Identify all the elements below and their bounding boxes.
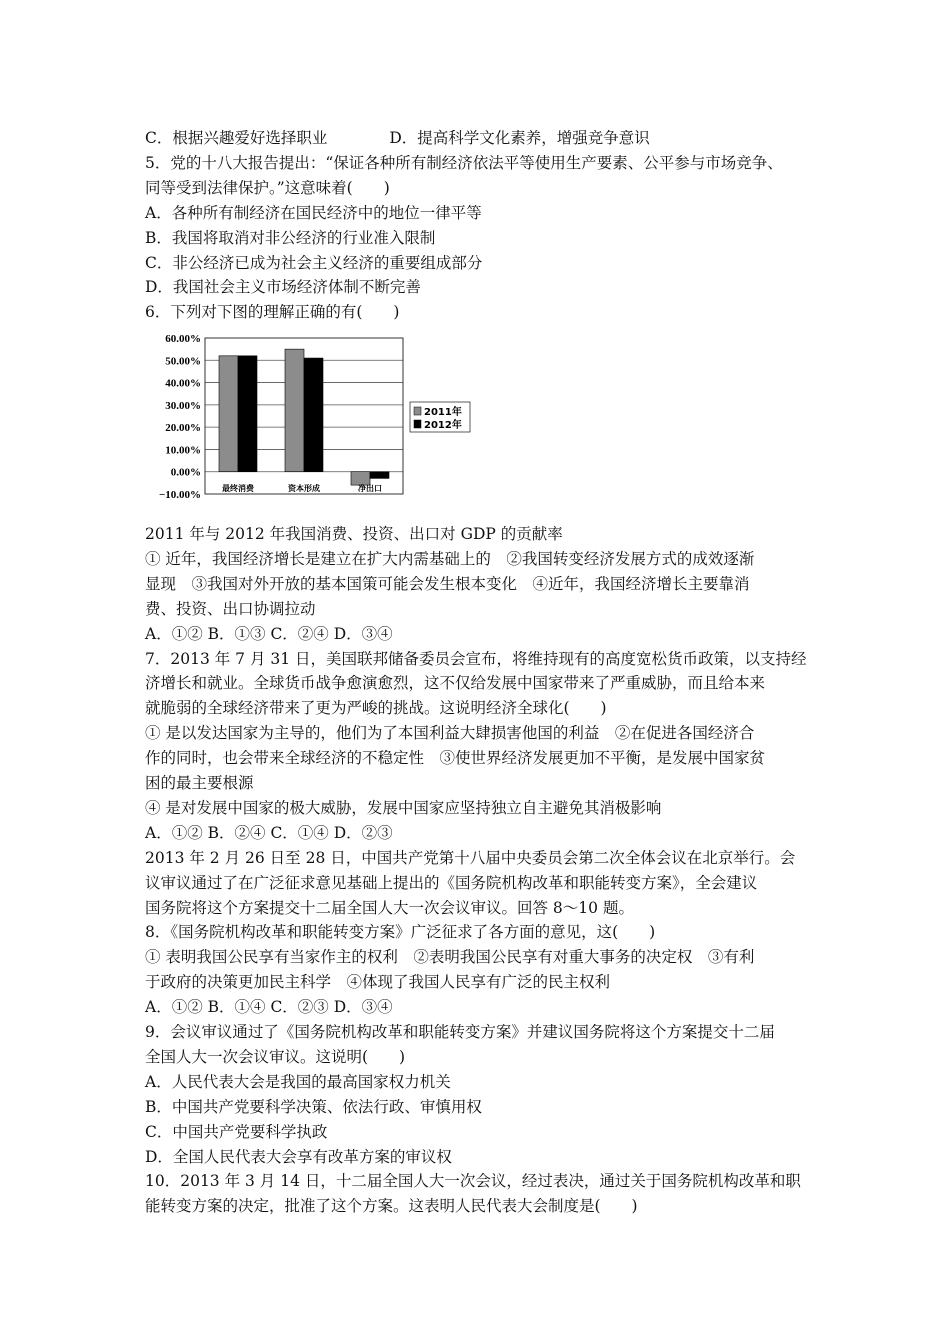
y-tick-label: −10.00% [158,489,201,498]
bar-2012年-最终消费 [238,356,257,472]
y-tick-label: 50.00% [165,355,201,368]
bar-chart-svg [145,328,485,498]
text-line: A．①② B．①③ C．②④ D．③④ [145,624,393,643]
y-tick-label: 40.00% [165,377,201,390]
y-tick-label: 0.00% [170,466,201,479]
y-tick-label: 10.00% [165,444,201,457]
text-line: A．各种所有制经济在国民经济中的地位一律平等 [145,203,482,222]
legend-label: 2012年 [424,420,462,431]
text-line: ① 近年，我国经济增长是建立在扩大内需基础上的 ②我国转变经济发展方式的成效逐渐 [145,549,755,568]
x-category-label: 净出口 [358,484,382,493]
text-line: B．中国共产党要科学决策、依法行政、审慎用权 [145,1097,482,1116]
text-line: 作的同时，也会带来全球经济的不稳定性 ③使世界经济发展更加不平衡，是发展中国家贫 [145,749,766,768]
text-line: 困的最主要根源 [145,774,254,792]
x-category-label: 最终消费 [222,484,254,493]
y-tick-label: 20.00% [165,422,201,435]
text-line: 济增长和就业。全球货币战争愈演愈烈，这不仅给发展中国家带来了严重威胁，而且给本来 [145,674,766,693]
text-line: 同等受到法律保护。”这意味着( ) [145,178,390,197]
text-line: 就脆弱的全球经济带来了更为严峻的挑战。这说明经济全球化( ) [145,699,607,718]
legend-label: 2011年 [424,407,462,418]
text-line: 2011 年与 2012 年我国消费、投资、出口对 GDP 的贡献率 [145,525,563,543]
gdp-contribution-chart [145,328,485,498]
text-line: B．我国将取消对非公经济的行业准入限制 [145,228,436,247]
x-category-label: 资本形成 [288,484,320,493]
bar-2012年-净出口 [370,472,389,479]
bar-2011年-资本形成 [285,349,304,472]
text-line: C．根据兴趣爱好选择职业 D．提高科学文化素养，增强竞争意识 [145,129,650,147]
text-line: 议审议通过了在广泛征求意见基础上提出的《国务院机构改革和职能转变方案》，全会建议 [145,873,758,892]
text-line: D．全国人民代表大会享有改革方案的审议权 [145,1147,452,1166]
text-line: ④ 是对发展中国家的极大威胁，发展中国家应坚持独立自主避免其消极影响 [145,798,662,817]
text-line: 全国人大一次会议审议。这说明( ) [145,1047,406,1066]
text-line: 能转变方案的决定，批准了这个方案。这表明人民代表大会制度是( ) [145,1197,638,1216]
text-line: 2013 年 2 月 26 日至 28 日，中国共产党第十八届中央委员会第二次全体会议在北京举行。会 [145,848,796,867]
text-line: 显现 ③我国对外开放的基本国策可能会发生根本变化 ④近年，我国经济增长主要靠消 [145,574,750,593]
text-line: 10．2013 年 3 月 14 日，十二届全国人大一次会议，经过表决，通过关于国务院机构改革和职 [145,1172,801,1191]
y-tick-label: 60.00% [165,333,201,345]
text-line: 9．会议审议通过了《国务院机构改革和职能转变方案》并建议国务院将这个方案提交十二届 [145,1023,775,1041]
text-line: ① 是以发达国家为主导的，他们为了本国利益大肆损害他国的利益 ②在促进各国经济合 [145,724,755,743]
text-line: ① 表明我国公民享有当家作主的权利 ②表明我国公民享有对重大事务的决定权 ③有利 [145,948,755,967]
text-line: 国务院将这个方案提交十二届全国人大一次会议审议。回答 8～10 题。 [145,898,634,917]
bar-2011年-最终消费 [219,356,238,472]
text-line: 于政府的决策更加民主科学 ④体现了我国人民享有广泛的民主权利 [145,973,611,992]
text-line: 费、投资、出口协调拉动 [145,599,316,618]
text-line: C．非公经济已成为社会主义经济的重要组成部分 [145,253,483,272]
text-line: C．中国共产党要科学执政 [145,1122,328,1141]
text-line: A．人民代表大会是我国的最高国家权力机关 [145,1072,451,1091]
text-line: A．①② B．②④ C．①④ D．②③ [145,823,393,842]
text-line: 8．《国务院机构改革和职能转变方案》广泛征求了各方面的意见，这( ) [145,923,656,942]
y-tick-label: 30.00% [165,399,201,412]
text-line: A．①② B．①④ C．②③ D．③④ [145,998,393,1017]
legend-swatch [414,420,421,428]
text-line: 6．下列对下图的理解正确的有( ) [145,303,400,322]
text-line: 5．党的十八大报告提出：“保证各种所有制经济依法平等使用生产要素、公平参与市场竞争、 [145,153,783,172]
bar-2012年-资本形成 [304,358,323,472]
text-line: 7．2013 年 7 月 31 日，美国联邦储备委员会宣布，将维持现有的高度宽松货币政策，以支持经 [145,649,807,668]
text-line: D．我国社会主义市场经济体制不断完善 [145,278,421,297]
legend-swatch [414,407,421,415]
